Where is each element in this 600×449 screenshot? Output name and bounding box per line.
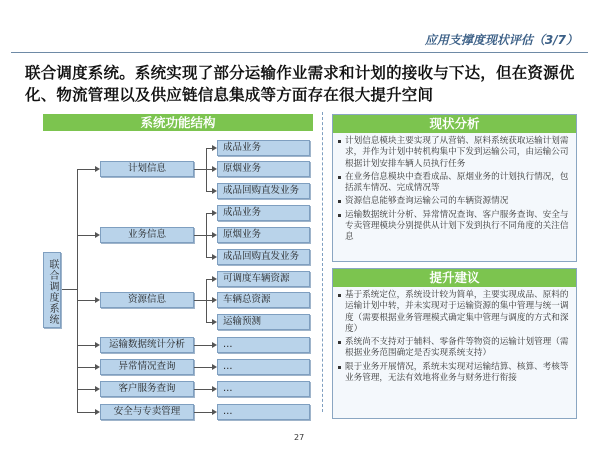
child-node: 原烟业务 <box>217 227 310 243</box>
connector <box>77 169 78 413</box>
connector <box>194 367 212 368</box>
module-transport-stats: 运输数据统计分析 <box>100 337 194 353</box>
child-node: … <box>217 337 310 353</box>
headline: 联合调度系统。系统实现了部分运输作业需求和计划的接收与下达，但在资源优化、物流管理以及供应链信息集成等方面存在很大提升空间 <box>25 64 575 104</box>
suggestions-title-bar: 提升建议 <box>333 269 576 287</box>
list-item: 运输数据统计分析、异常情况查询、客户服务查询、安全与专卖管理模块分别提供从计划下发到执行不同角度的关注信息 <box>338 210 572 244</box>
child-node: … <box>217 381 310 397</box>
child-node: … <box>217 404 310 420</box>
list-item: 在业务信息模块中查看成品、原烟业务的计划执行情况，包括派车情况、完成情况等 <box>338 172 572 195</box>
column-divider <box>322 112 323 412</box>
connector <box>194 412 212 413</box>
child-node: 成品业务 <box>217 140 310 156</box>
connector <box>77 169 97 170</box>
connector <box>194 235 206 236</box>
analysis-panel <box>332 114 577 262</box>
list-item: 基于系统定位，系统设计较为简单，主要实现成品、原料的运输计划中转，并未实现对于运输资源的集中管理与统一调度（需要根据业务管理模式确定集中管理与调度的方式和深度） <box>338 290 572 335</box>
child-node: 成品业务 <box>217 205 310 221</box>
module-resource-info: 资源信息 <box>100 292 194 308</box>
connector <box>77 300 97 301</box>
child-node: 原烟业务 <box>217 161 310 177</box>
child-node: … <box>217 359 310 375</box>
child-node: 成品回购直发业务 <box>217 183 310 199</box>
list-item: 系统尚不支持对于辅料、零备件等物资的运输计划管理（需根据业务范围确定是否实现系统支持） <box>338 337 572 360</box>
connector <box>194 169 206 170</box>
header-divider <box>11 52 588 53</box>
module-exception-query: 异常情况查询 <box>100 359 194 375</box>
connector <box>194 345 212 346</box>
connector <box>77 389 97 390</box>
module-plan-info: 计划信息 <box>100 161 194 177</box>
connector <box>77 367 97 368</box>
connector <box>62 289 77 290</box>
connector <box>194 300 206 301</box>
module-customer-query: 客户服务查询 <box>100 381 194 397</box>
connector <box>77 235 97 236</box>
connector <box>77 412 97 413</box>
child-node: 车辆总资源 <box>217 292 310 308</box>
child-node: 运输预测 <box>217 314 310 330</box>
suggestions-list <box>333 287 576 390</box>
page-number: 27 <box>294 433 305 442</box>
module-security-management: 安全与专卖管理 <box>100 404 194 420</box>
list-item: 限于业务开展情况，系统未实现对运输结算、核算、考核等业务管理，无法有效地将业务与财务进行衔接 <box>338 362 572 385</box>
analysis-title-bar: 现状分析 <box>333 115 576 133</box>
connector <box>194 389 212 390</box>
analysis-list <box>333 133 576 250</box>
module-business-info: 业务信息 <box>100 227 194 243</box>
structure-title-bar: 系统功能结构 <box>43 114 313 131</box>
child-node: 成品回购直发业务 <box>217 249 310 265</box>
root-node: 联合调度系统 <box>43 252 61 328</box>
section-title: 应用支撑度现状评估（3/7） <box>424 33 578 47</box>
list-item: 资源信息能够查询运输公司的车辆资源情况 <box>338 196 572 207</box>
connector <box>77 345 97 346</box>
list-item: 计划信息模块主要实现了从营销、原料系统获取运输计划需求，并作为计划中转机构集中下发到运输公司，由运输公司根据计划安排车辆人员执行任务 <box>338 136 572 170</box>
suggestions-panel <box>332 268 577 419</box>
child-node: 可调度车辆资源 <box>217 271 310 287</box>
